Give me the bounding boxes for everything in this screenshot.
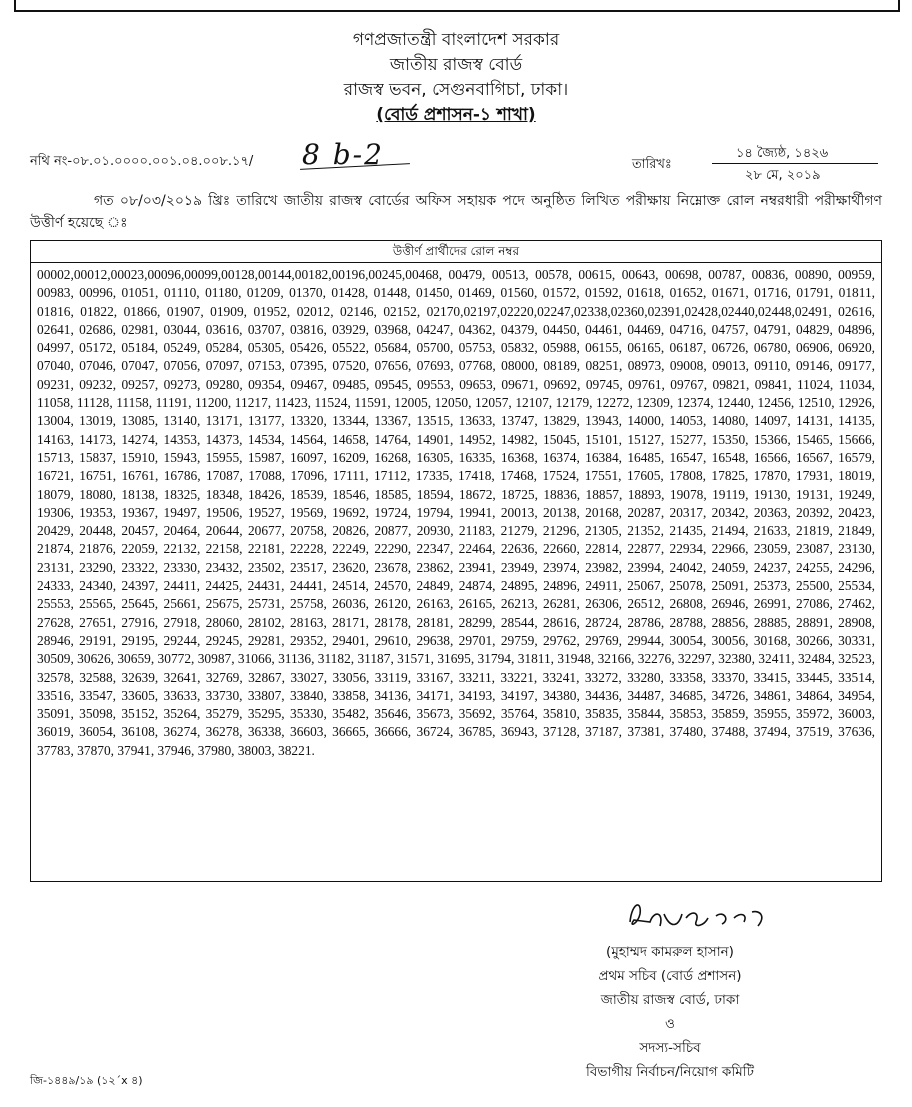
board-title: জাতীয় রাজস্ব বোর্ড (389, 55, 523, 75)
table-header: উত্তীর্ণ প্রার্থীদের রোল নম্বর (31, 241, 881, 263)
signatory-conjunction: ও (665, 1016, 675, 1032)
file-number: নথি নং-০৮.০১.০০০০.০০১.০৪.০০৮.১৭/ (30, 154, 254, 169)
date-label: তারিখঃ (632, 157, 672, 172)
signatory-designation: প্রথম সচিব (বোর্ড প্রশাসন) (598, 968, 742, 984)
signatory-block (520, 940, 820, 1084)
govt-title: গণপ্রজাতন্ত্রী বাংলাদেশ সরকার (352, 30, 560, 50)
handwritten-memo-number: 8 b-2 (302, 138, 384, 171)
intro-paragraph: গত ০৮/০৩/২০১৯ খ্রিঃ তারিখে জাতীয় রাজস্ব বোর্ডের অফিস সহায়ক পদে অনুষ্ঠিত লিখিত পরীক্ষায় নিম্নোক্ত রোল নম্বরধারী পরীক্ষার্থীগণ উত্তীর্ণ হয়েছে ঃ (30, 193, 882, 231)
section-title: (বোর্ড প্রশাসন-১ শাখা) (376, 105, 536, 125)
roll-number-table (30, 240, 882, 882)
signatory-role: সদস্য-সচিব (639, 1040, 701, 1056)
signatory-name: (মুহাম্মদ কামরুল হাসান) (606, 944, 734, 960)
date-english: ২৮ মে, ২০১৯ (745, 168, 821, 183)
office-address: রাজস্ব ভবন, সেগুনবাগিচা, ঢাকা। (343, 80, 569, 100)
top-border-box (14, 0, 900, 12)
signature-image (620, 892, 780, 942)
signatory-office: জাতীয় রাজস্ব বোর্ড, ঢাকা (600, 992, 740, 1008)
print-code: জি-১৪৪৯/১৯ (১২´x ৪) (30, 1074, 143, 1087)
roll-number-list: 00002,00012,00023,00096,00099,00128,00144,00182,00196,00245,00468, 00479, 00513, 00578, 00615, 00643, 00698, 00787, 00836, 00890, 00959, 00983, 00996, 01051, 01110, 01180, 01209, 01370, 01428, 01448, 01450, 01469, 01560, 01572, 01592, 01618, 01652, 01671, 01716, 01791, 01811, 01816, 01822, 01866, 01907, 01909, 01952, 02012, 02146, 02152, 02170,02197,02220,02247,02338,02360,02391,02428,02440,02448,02491, 02616, 02641, 02686, 02981, 03044, 03616, 03707, 03816, 03929, 03968, 04247, 04362, 04379, 04450, 04461, 04469, 04716, 04757, 04791, 04829, 04896, 04997, 05172, 05184, 05249, 05284, 05305, 05426, 05522, 05684, 05700, 05753, 05832, 05988, 06155, 06165, 06187, 06726, 06780, 06906, 06920, 07040, 07046, 07047, 07056, 07097, 07153, 07395, 07520, 07656, 07693, 07768, 08000, 08189, 08251, 08973, 09008, 09013, 09110, 09146, 09177, 09231, 09232, 09257, 09273, 09280, 09354, 09467, 09485, 09545, 09553, 09653, 09671, 09692, 09745, 09761, 09767, 09821, 09841, 11024, 11034, 11058, 11128, 11158, 11191, 11200, 11217, 11423, 11524, 11591, 12005, 12050, 12057, 12107, 12179, 12272, 12309, 12374, 12440, 12456, 12510, 12926, 13004, 13019, 13085, 13140, 13171, 13177, 13320, 13344, 13367, 13515, 13633, 13747, 13829, 13943, 14000, 14053, 14080, 14097, 14131, 14135, 14163, 14173, 14274, 14353, 14373, 14534, 14564, 14658, 14764, 14901, 14952, 14982, 15045, 15101, 15127, 15277, 15350, 15366, 15465, 15666, 15713, 15837, 15910, 15943, 15955, 15987, 16097, 16209, 16268, 16305, 16335, 16368, 16374, 16384, 16485, 16547, 16548, 16566, 16567, 16579, 16721, 16751, 16761, 16786, 17087, 17088, 17096, 17111, 17112, 17335, 17418, 17468, 17524, 17551, 17605, 17808, 17825, 17870, 17931, 18019, 18079, 18080, 18138, 18325, 18348, 18426, 18539, 18546, 18585, 18594, 18672, 18725, 18836, 18857, 18893, 19078, 19119, 19130, 19131, 19249, 19306, 19353, 19367, 19497, 19506, 19527, 19569, 19692, 19724, 19794, 19941, 20013, 20138, 20168, 20287, 20317, 20342, 20363, 20392, 20423, 20429, 20448, 20457, 20464, 20644, 20677, 20758, 20826, 20877, 20930, 21183, 21279, 21296, 21305, 21352, 21435, 21494, 21633, 21819, 21849, 21874, 21876, 22059, 22132, 22158, 22181, 22228, 22249, 22290, 22347, 22464, 22636, 22660, 22814, 22877, 22934, 22966, 23059, 23087, 23130, 23131, 23290, 23322, 23330, 23432, 23502, 23517, 23620, 23678, 23862, 23941, 23949, 23974, 23982, 23994, 24042, 24059, 24237, 24255, 24296, 24333, 24340, 24397, 24411, 24425, 24431, 24441, 24514, 24570, 24849, 24874, 24895, 24896, 24911, 25067, 25078, 25091, 25373, 25500, 25534, 25553, 25565, 25645, 25661, 25675, 25731, 25758, 26036, 26120, 26163, 26165, 26213, 26281, 26306, 26512, 26808, 26946, 26991, 27086, 27462, 27628, 27651, 27916, 27918, 28060, 28102, 28163, 28171, 28178, 28181, 28299, 28544, 28616, 28724, 28786, 28788, 28856, 28885, 28891, 28908, 28946, 29191, 29195, 29244, 29245, 29281, 29352, 29401, 29610, 29638, 29701, 29759, 29762, 29769, 29944, 30054, 30056, 30168, 30266, 30331, 30509, 30626, 30659, 30772, 30987, 31066, 31136, 31182, 31187, 31571, 31695, 31794, 31811, 31948, 32166, 32276, 32297, 32380, 32411, 32484, 32523, 32578, 32588, 32639, 32641, 32769, 32867, 33027, 33056, 33119, 33167, 33211, 33221, 33241, 33272, 33280, 33358, 33370, 33415, 33445, 33514, 33516, 33547, 33605, 33633, 33730, 33807, 33840, 33858, 34136, 34171, 34193, 34197, 34380, 34436, 34487, 34685, 34726, 34861, 34864, 34954, 35091, 35098, 35152, 35264, 35279, 35295, 35330, 35482, 35646, 35673, 35692, 35764, 35810, 35835, 35844, 35853, 35859, 35955, 35972, 36003, 36019, 36054, 36108, 36274, 36278, 36338, 36603, 36665, 36666, 36724, 36785, 36943, 37128, 37187, 37381, 37480, 37488, 37494, 37519, 37636, 37783, 37870, 37941, 37946, 37980, 38003, 38221. (37, 267, 875, 758)
date-bangla: ১৪ জ্যৈষ্ঠ, ১৪২৬ (736, 146, 829, 161)
date-divider (712, 163, 878, 164)
letterhead (0, 28, 912, 128)
signatory-committee: বিভাগীয় নির্বাচন/নিয়োগ কমিটি (586, 1064, 754, 1080)
